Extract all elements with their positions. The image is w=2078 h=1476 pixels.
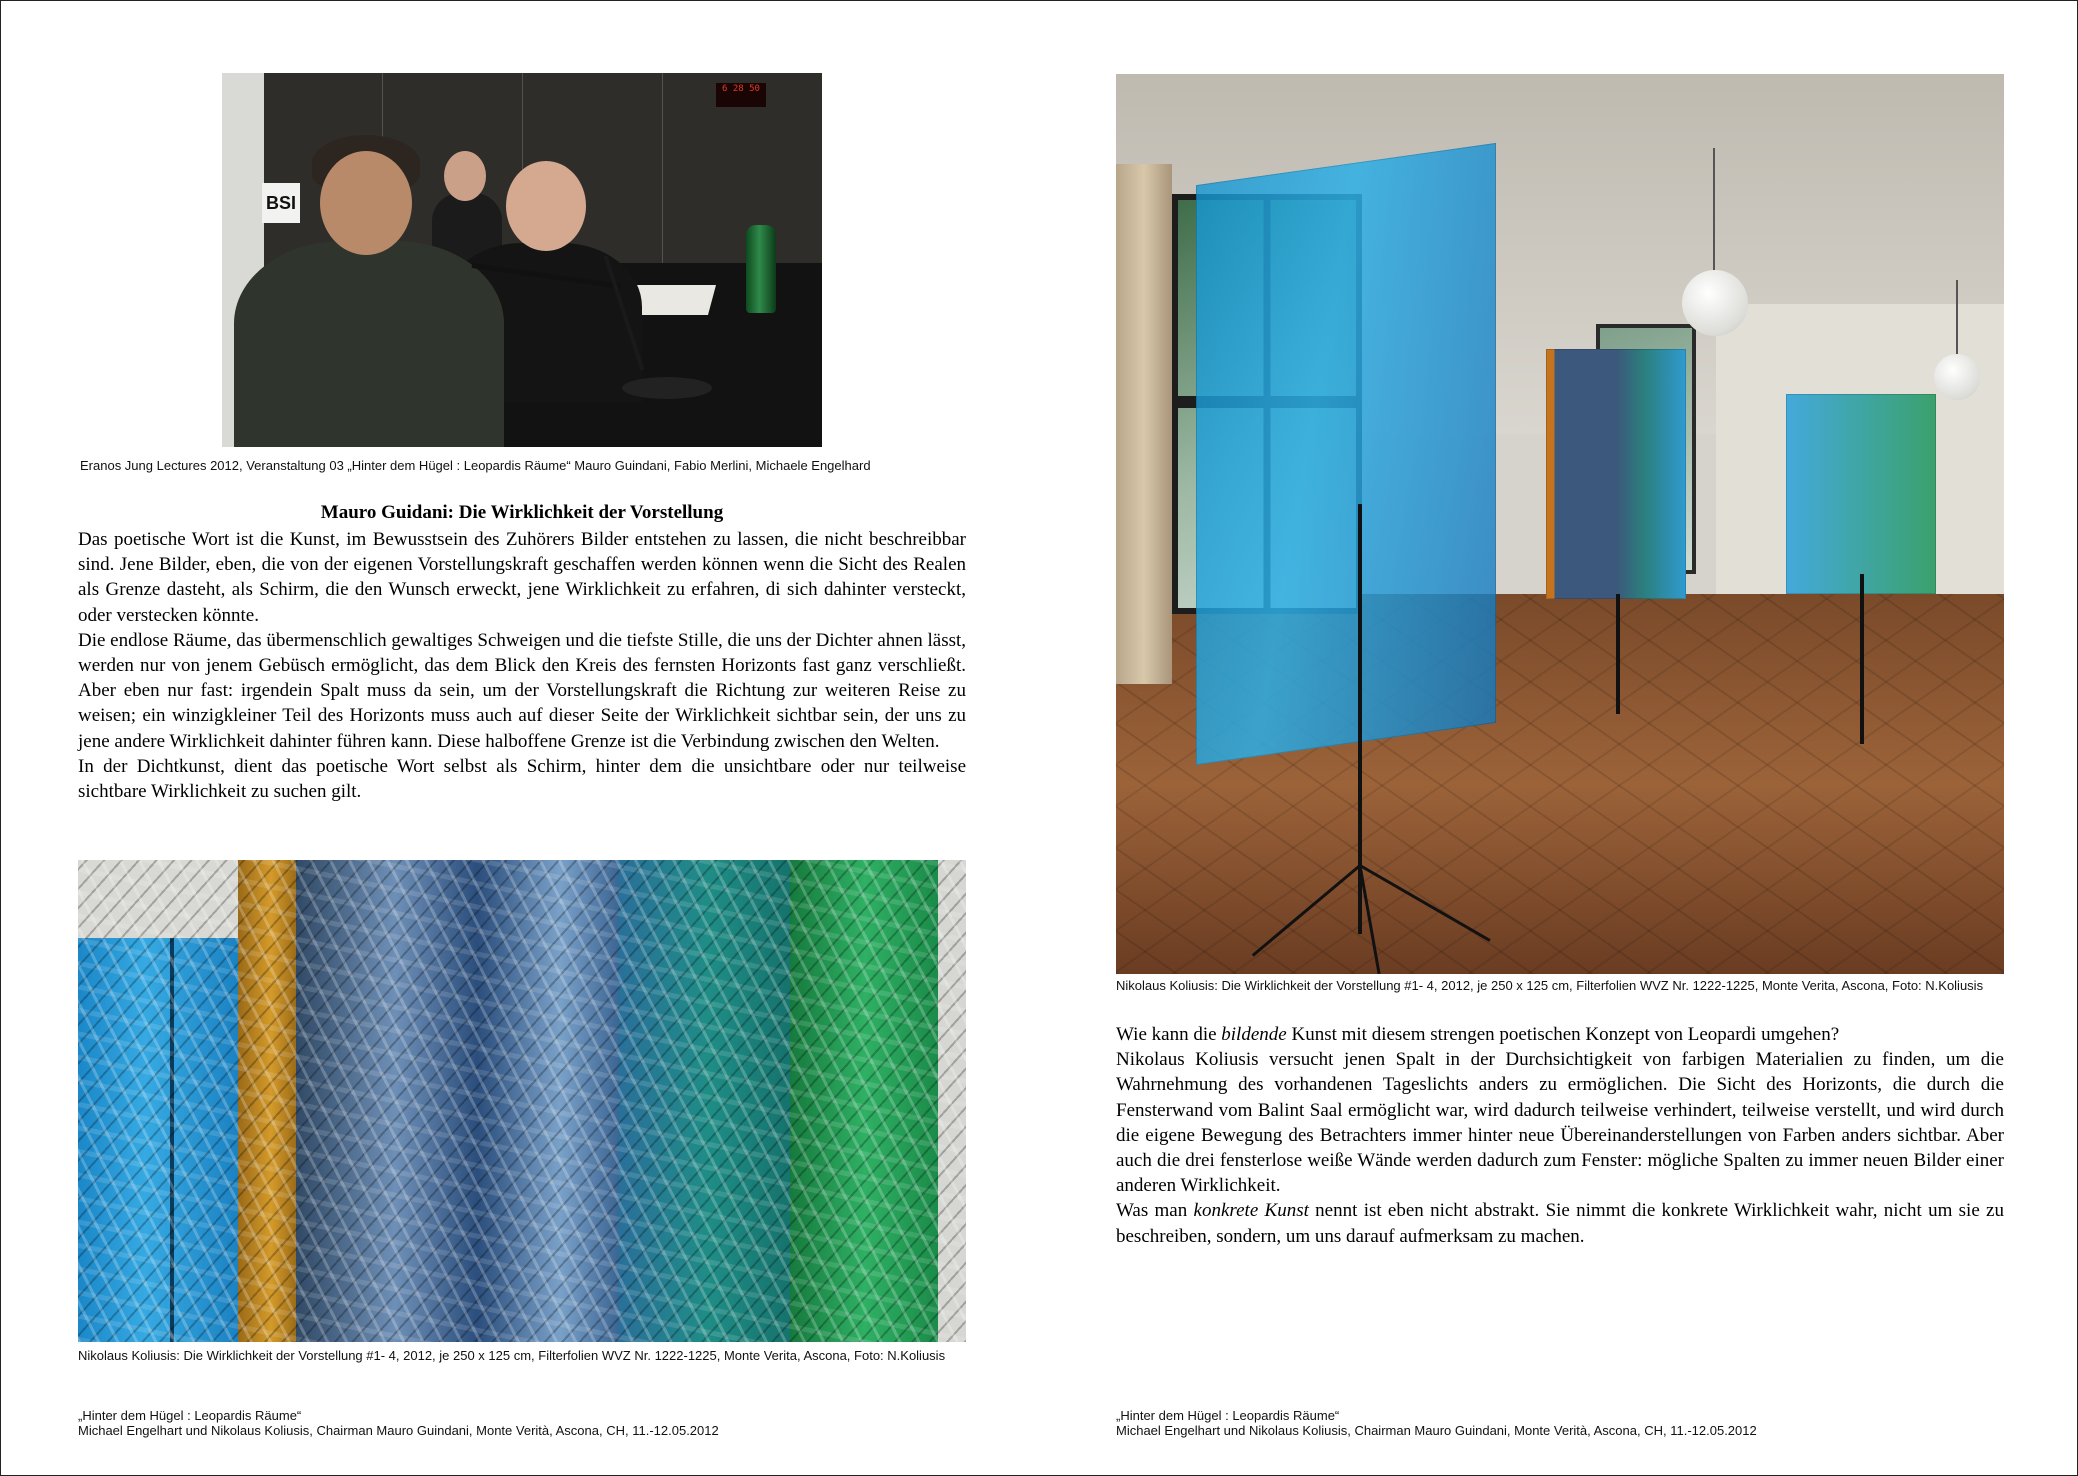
folie-photo-caption: Nikolaus Koliusis: Die Wirklichkeit der Vorstellung #1- 4, 2012, je 250 x 125 cm, Filterfolien WVZ Nr. 1222-1225, Monte Verita, Ascona, Foto: N.Koliusis — [78, 1348, 946, 1363]
far-stand — [1860, 574, 1864, 744]
text-run: nennt ist eben nicht abstrakt. Sie nimmt die konkrete Wirklichkeit wahr, nicht um sie zu beschreiben, sondern, um uns darauf aufmerksam zu machen. — [1116, 1200, 2004, 1247]
lecture-photo — [222, 73, 822, 447]
microphone-base — [622, 377, 712, 399]
lamp-cord — [1956, 280, 1958, 360]
person-front-body — [234, 241, 504, 447]
wall-panel-line — [662, 73, 663, 279]
front-folie-sheet — [1196, 143, 1496, 765]
digital-clock: 6 28 50 — [716, 83, 766, 107]
footer-credits: Michael Engelhart und Nikolaus Koliusis, Chairman Mauro Guindani, Monte Verità, Ascona, CH, 11.-12.05.2012 — [1116, 1423, 1757, 1438]
footer-title: „Hinter dem Hügel : Leopardis Räume“ — [1116, 1408, 1340, 1423]
footer-right — [1116, 1408, 1757, 1438]
paragraph: Nikolaus Koliusis versucht jenen Spalt in der Durchsichtigkeit von farbigen Materialien zu finden, um die Wahrnehmung des vorhandenen Tageslichts anders zu ermöglichen. Die Sicht des Horizonts, die durch die Fensterwand vom Balint Saal ermöglicht war, wird dadurch teilweise verhindert, teilweise verstellt, und wird durch die eigene Bewegung des Betrachters immer hinter neue Übereinanderstellungen von Farben anders sichtbar. Aber auch die drei fensterlose weiße Wände werden dadurch zum Fenster: mögliche Spalten zu immer neuen Bilder einer anderen Wirklichkeit. — [1116, 1049, 2004, 1197]
water-bottle — [746, 225, 776, 313]
paragraph: Das poetische Wort ist die Kunst, im Bewusstsein des Zuhörers Bilder entstehen zu lassen, die nicht beschreibbar sind. Jene Bilder, eben, die von der eigenen Vorstellungskraft geschaffen werden können wenn die Sicht des Realen als Grenze dasteht, als Schirm, die den Wunsch erweckt, jene Wirklichkeit zu erfahren, di sich dahinter versteckt, oder verstecken könnte. — [78, 529, 966, 626]
paragraph: In der Dichtkunst, dient das poetische Wort selbst als Schirm, hinter dem die unsichtbare oder nur teilweise sichtbare Wirklichkeit zu suchen gilt. — [78, 755, 966, 803]
paragraph: Die endlose Räume, das übermenschlich gewaltiges Schweigen und die tiefste Stille, die uns der Dichter ahnen lässt, werden nur von jenem Gebüsch ermöglicht, das dem Blick den Kreis des fernsten Horizonts fast ganz verschließt. Aber eben nur fast: irgendein Spalt muss da sein, um der Vorstellungskraft die Richtung zur weiteren Reise zu weisen; ein winzigkleiner Teil des Horizonts muss auch auf dieser Seite der Wirklichkeit sichtbar sein, der uns zu jene andere Wirklichkeit dahinter führen kann. Diese halboffene Grenze ist die Verbindung zwischen den Welten. — [78, 629, 967, 752]
lecture-photo-caption: Eranos Jung Lectures 2012, Veranstaltung 03 „Hinter dem Hügel : Leopardis Räume“ Mauro Guindani, Fabio Merlini, Michaele Engelhard — [80, 458, 871, 473]
emphasis: bildende — [1221, 1024, 1287, 1045]
person-front-head — [320, 151, 412, 255]
exhibition-photo-caption: Nikolaus Koliusis: Die Wirklichkeit der Vorstellung #1- 4, 2012, je 250 x 125 cm, Filterfolien WVZ Nr. 1222-1225, Monte Verita, Ascona, Foto: N.Koliusis — [1116, 978, 1984, 993]
curtain — [1116, 164, 1172, 684]
crinkle-texture — [78, 860, 966, 1342]
footer-title: „Hinter dem Hügel : Leopardis Räume“ — [78, 1408, 302, 1423]
middle-stand — [1616, 594, 1620, 714]
bsi-sign: BSI — [262, 183, 300, 223]
article-body-left — [78, 527, 966, 804]
exhibition-room-photo — [1116, 74, 2004, 974]
text-run: Was man — [1116, 1200, 1194, 1222]
middle-folie-sheet — [1546, 349, 1686, 599]
emphasis: konkrete Kunst — [1193, 1200, 1309, 1222]
article-body-right — [1116, 1022, 2004, 1249]
paragraph — [1116, 1198, 2004, 1248]
footer-credits: Michael Engelhart und Nikolaus Koliusis, Chairman Mauro Guindani, Monte Verità, Ascona, CH, 11.-12.05.2012 — [78, 1423, 719, 1438]
footer-left — [78, 1408, 719, 1438]
text-run: Kunst mit diesem strengen poetischen Konzept von Leopardi umgehen? — [1286, 1024, 1840, 1045]
text-run: Wie kann die — [1116, 1024, 1222, 1045]
globe-lamp — [1934, 354, 1980, 400]
folie-closeup-photo — [78, 860, 966, 1342]
person-back-head — [444, 151, 486, 201]
article-title: Mauro Guidani: Die Wirklichkeit der Vorstellung — [320, 502, 724, 523]
person-middle-head — [506, 161, 586, 251]
globe-lamp — [1682, 270, 1748, 336]
paragraph — [1116, 1022, 2004, 1047]
far-folie-sheet — [1786, 394, 1936, 594]
